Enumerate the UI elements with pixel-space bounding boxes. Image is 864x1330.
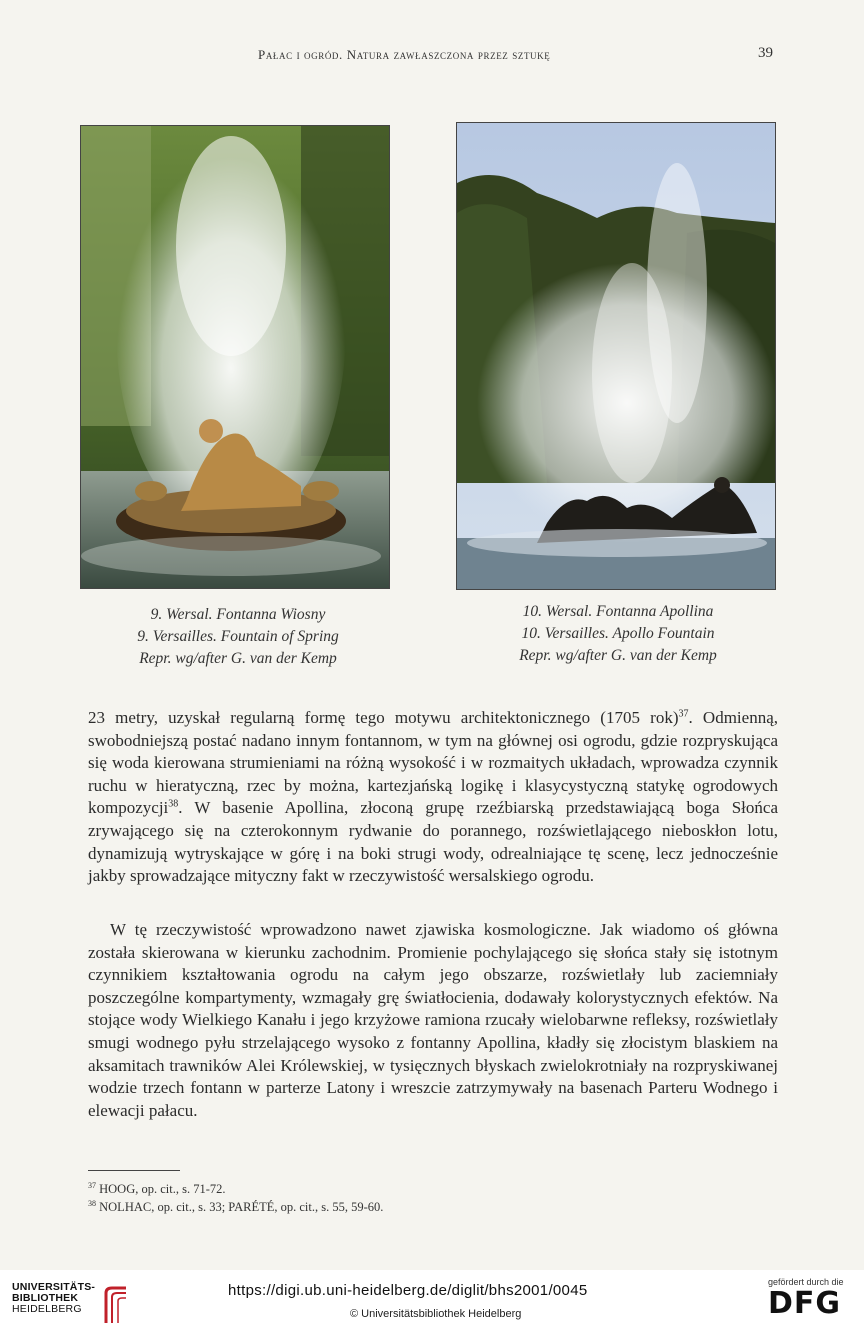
footnote-number: 37 (88, 1181, 96, 1190)
copyright-notice: © Universitätsbibliothek Heidelberg (350, 1308, 522, 1320)
running-head (0, 47, 864, 67)
caption-line: 9. Wersal. Fontanna Wiosny (150, 606, 326, 623)
figure-9-caption (78, 604, 398, 670)
body-text-segment: . Odmienną, swobodniejszą postać nadano innym fontannom, w tym na głównej osi ogrodu, gdzie rozpryskująca się woda kierowana strumieniami na różną wysokość i w rozmaitych układach, wprowadza czynnik ruchu w hieratyczną, rzec by można, kartezjańską logikę i klasycystyczną statykę ogrodowych kompozycji (88, 708, 778, 818)
caption-line: 9. Versailles. Fountain of Spring (137, 628, 339, 645)
page-number: 39 (758, 45, 773, 61)
library-name-line: UNIVERSITÄTS- (12, 1281, 96, 1293)
footnote-number: 38 (88, 1199, 96, 1208)
photo-apollo-fountain (456, 122, 776, 590)
library-mark-icon (102, 1285, 130, 1325)
footnote-text: HOOG, op. cit., s. 71-72. (99, 1182, 226, 1197)
footnote-37 (88, 1181, 226, 1197)
caption-line: Repr. wg/after G. van der Kemp (519, 647, 717, 664)
document-url-link[interactable]: https://digi.ub.uni-heidelberg.de/diglit/bhs2001/0045 (228, 1282, 588, 1299)
caption-line: 10. Versailles. Apollo Fountain (521, 625, 715, 642)
library-name-line: BIBLIOTHEK (12, 1292, 79, 1304)
photo-fountain-of-spring (80, 125, 390, 589)
digitization-footer (0, 1270, 864, 1330)
footnote-divider (88, 1170, 180, 1171)
running-head-title: Pałac i ogród. Natura zawłaszczona przez sztukę (258, 47, 551, 62)
caption-line: 10. Wersal. Fontanna Apollina (522, 603, 714, 620)
footnote-reference: 38 (168, 798, 179, 810)
footnote-reference: 37 (678, 708, 689, 720)
body-text-segment: 23 metry, uzyskał regularną formę tego motywu architektonicznego (1705 rok) (88, 708, 679, 727)
funded-by-label: gefördert durch die (768, 1277, 844, 1287)
dfg-logo[interactable] (768, 1277, 858, 1319)
caption-line: Repr. wg/after G. van der Kemp (139, 650, 337, 667)
library-logo[interactable] (12, 1282, 95, 1315)
footnote-38 (88, 1199, 383, 1215)
body-text-segment: . W basenie Apollina, złoconą grupę rzeźbiarską przedstawiającą boga Słońca zrywającego się na czterokonnym rydwanie do porannego, rozświetlającego nieboskłon lotu, dynamizują wytryskające w górę i na boki strugi wody, odrealniające tę scenę, lecz jednocześnie jakby sprowadzające mityczny fakt w rzeczywistość wersalskiego ogrodu. (88, 798, 778, 886)
dfg-wordmark: DFG (768, 1286, 842, 1321)
figure-10-caption (458, 601, 778, 667)
library-name-line: HEIDELBERG (12, 1303, 82, 1315)
body-paragraph-1 (88, 707, 778, 888)
body-paragraph-2: W tę rzeczywistość wprowadzono nawet zjawiska kosmologiczne. Jak wiadomo oś główna została skierowana w kierunku zachodnim. Promienie pochylającego się słońca stały się istotnym czynnikiem kształtowania ogrodu na całym jego obszarze, rozświetlały lub zaciemniały poszczególne kompartymenty, wzmagały grę światłocienia, dodawały kolorystycznych efektów. Na stojące wody Wielkiego Kanału i jego krzyżowe ramiona rzucały wielobarwne refleksy, rozświetlały smugi wodnego pyłu strzelającego wysoko z fontanny Apollina, kładły się złocistym blaskiem na aksamitach trawników Alei Królewskiej, w tysięcznych błyskach zwielokrotniały na rozpryskiwanej wodzie trzech fontann w parterze Latony i wreszcie zatrzymywały na basenach Parteru Wodnego i elewacji pałacu. (88, 920, 778, 1120)
footnote-text: NOLHAC, op. cit., s. 33; PARÉTÉ, op. cit., s. 55, 59-60. (99, 1200, 384, 1215)
